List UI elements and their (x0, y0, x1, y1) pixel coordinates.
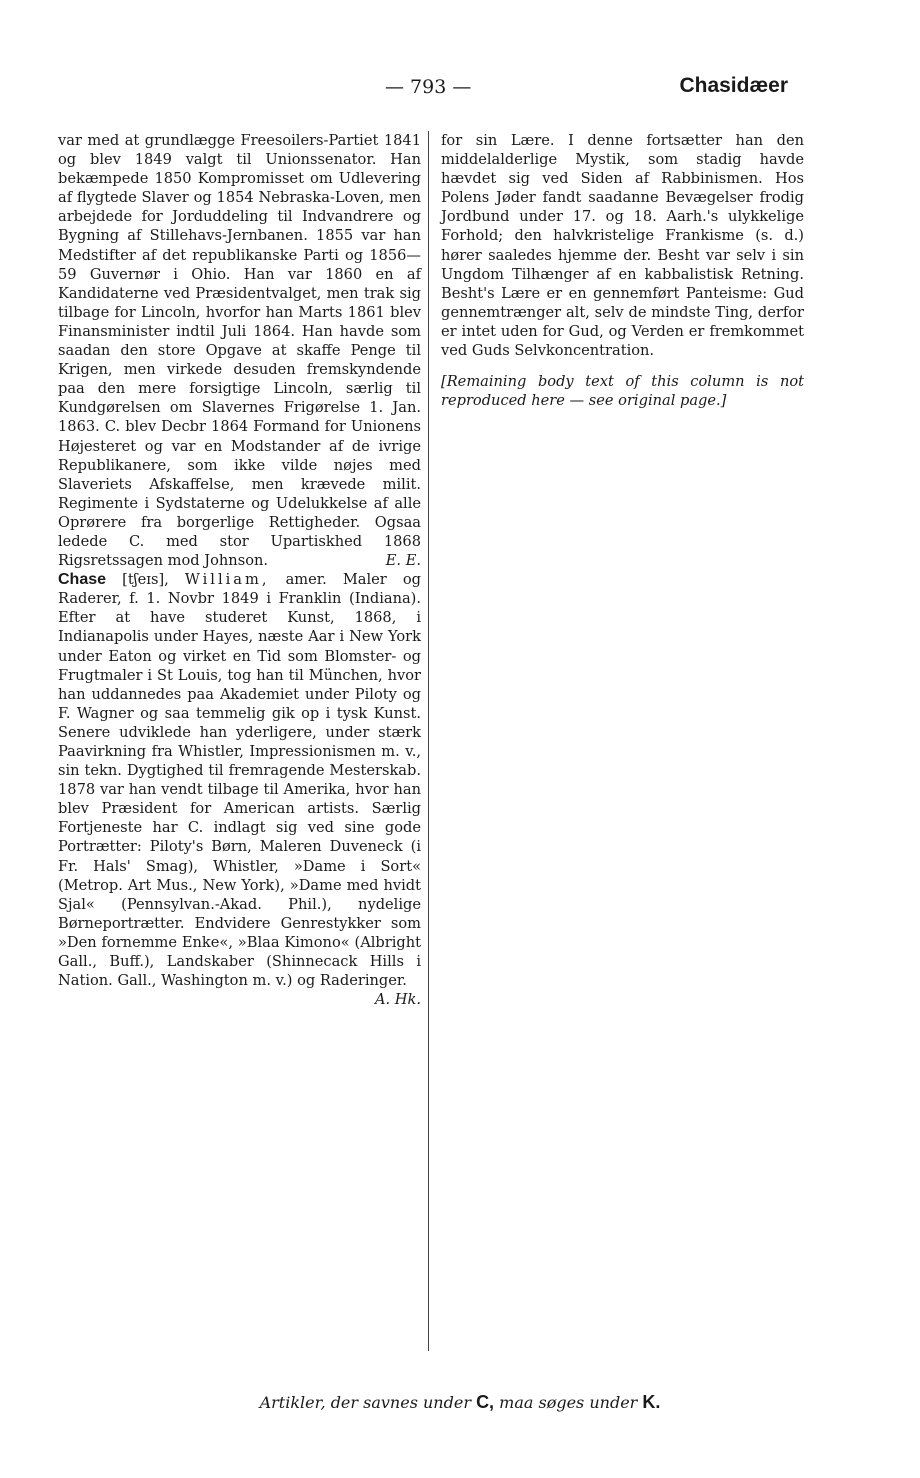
chase-salmon-entry-tail (58, 131, 421, 570)
page-footer (0, 1392, 920, 1413)
footer-text-middle: maa søges under (499, 1393, 638, 1412)
left-column (58, 131, 421, 1009)
entry-pronunciation: [tʃeɪs], (122, 571, 169, 589)
running-head: Chasidæer (679, 74, 788, 97)
entry-body: amer. Maler og Raderer, f. 1. Novbr 1849 i Franklin (Indiana). Efter at have studeret Kunst, 1868, i Indianapolis under Hayes, næste Aar i New York under Eaton og virket en Tid som Blomster- og Frugtmaler i St Louis, tog han til München, hvor han uddannedes paa Akademiet under Piloty og F. Wagner og saa temmelig gik op i tysk Kunst. Senere udviklede han yderligere, under stærk Paavirkning fra Whistler, Impressionismen m. v., sin tekn. Dygtighed til fremragende Mesterskab. 1878 var han vendt tilbage til Amerika, hvor han blev Præsident for American artists. Særlig Fortjeneste har C. indlagt sig ved sine gode Portrætter: Piloty's Børn, Maleren Duveneck (i Fr. Hals' Smag), Whistler, »Dame i Sort« (Metrop. Art Mus., New York), »Dame med hvidt Sjal« (Pennsylvan.-Akad. Phil.), nydelige Børneportrætter. Endvidere Genrestykker som »Den fornemme Enke«, »Blaa Kimono« (Albright Gall., Buff.), Landskaber (Shinnecack Hills i Nation. Gall., Washington m. v.) og Raderinger. (58, 571, 421, 990)
author-signature: E. E. (385, 552, 421, 570)
page-number: — 793 — (385, 76, 472, 98)
chasidaeer-entry-continued (441, 131, 804, 360)
right-column (441, 131, 804, 410)
author-signature: A. Hk. (374, 991, 421, 1009)
omission-note: [Remaining body text of this column is not reproduced here — see original page.] (441, 373, 804, 410)
entry-headword: Chase (58, 571, 107, 589)
paragraph-text: for sin Lære. I denne fortsætter han den middelalderlige Mystik, som stadig havde hævdet sig ved Siden af Rabbinismen. Hos Polens Jøder fandt saadanne Bevægelser frodig Jordbund under 17. og 18. Aarh.'s ulykkelige Forhold; den halvkristelige Frankisme (s. d.) hører saaledes hjemme der. Besht var selv i sin Ungdom Tilhænger af en kabbalistisk Retning. Besht's Lære er en gennemført Panteisme: Gud gennemtrænger alt, selv de mindste Ting, derfor er intet uden for Gud, og Verden er fremkommet ved Guds Selvkoncentration. (441, 132, 804, 360)
chase-william-entry (58, 570, 421, 1009)
footer-text-before: Artikler, der savnes under (259, 1393, 471, 1412)
column-divider (428, 131, 429, 1351)
footer-letter-c: C, (476, 1392, 495, 1412)
paragraph-text: var med at grundlægge Freesoilers-Partiet 1841 og blev 1849 valgt til Unionssenator. Han bekæmpede 1850 Kompromisset om Udlevering af flygtede Slaver og 1854 Nebraska-Loven, men arbejdede for Jorduddeling til Indvandrere og Bygning af Stillehavs-Jernbanen. 1855 var han Medstifter af det republikanske Parti og 1856—59 Guvernør i Ohio. Han var 1860 en af Kandidaterne ved Præsidentvalget, men trak sig tilbage for Lincoln, hvorfor han Marts 1861 blev Finansminister indtil Juli 1864. Han havde som saadan den store Opgave at skaffe Penge til Krigen, men virkede desuden fremskyndende paa den mere forsigtige Lincoln, særlig til Kundgørelsen om Slavernes Frigørelse 1. Jan. 1863. C. blev Decbr 1864 Formand for Unionens Højesteret og var en Modstander af de ivrige Republikanere, som ikke vilde nøjes med Slaveriets Afskaffelse, men krævede milit. Regimente i Sydstaterne og Udelukkelse af alle Oprørere fra borgerlige Rettigheder. Ogsaa ledede C. med stor Upartiskhed 1868 Rigsretssagen mod Johnson. (58, 132, 421, 570)
entry-first-name: William, (184, 571, 270, 589)
page-header (0, 76, 920, 106)
footer-letter-k: K. (642, 1392, 661, 1412)
